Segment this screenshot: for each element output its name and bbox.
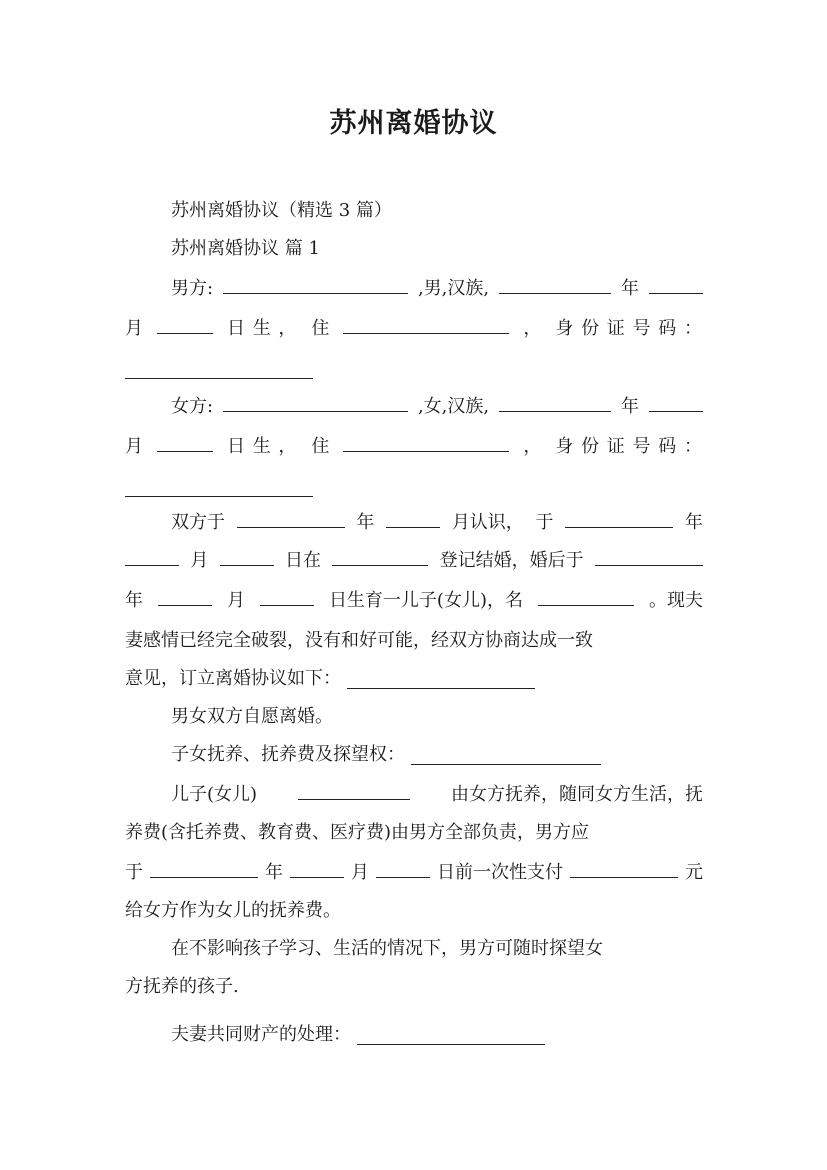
marriage-line-5 [125, 660, 703, 698]
male-address-blank [343, 314, 509, 334]
visit-line-1 [125, 930, 703, 968]
female-party-line-2 [125, 428, 703, 466]
child-blank [298, 780, 410, 800]
male-ethnicity: ,男,汉族, [417, 278, 490, 299]
male-day-blank [157, 314, 213, 334]
meet-year-blank [237, 508, 345, 528]
year-label: 年 [621, 278, 639, 299]
text: 年 [265, 862, 283, 883]
id-label: 身 份 证 号 码 ： [555, 436, 703, 457]
text: 于 [535, 512, 554, 533]
text: 男女双方自愿离婚。 [171, 706, 333, 727]
live-label: 住 [311, 318, 330, 339]
male-party-line [125, 270, 703, 308]
month-label: 月 [125, 318, 143, 339]
live-label: 住 [311, 436, 330, 457]
text: 子女抚养、抚养费及探望权： [171, 744, 405, 765]
pay-month-blank [290, 858, 344, 878]
male-name-blank [223, 274, 408, 294]
property-blank [357, 1025, 545, 1045]
female-id-blank [125, 477, 313, 497]
property-line [125, 1016, 703, 1054]
text: 日前一次性支付 [437, 862, 563, 883]
text: 年 [356, 512, 375, 533]
registry-blank [332, 546, 428, 566]
male-party-line-2 [125, 310, 703, 348]
custody-line-4 [125, 892, 703, 930]
custody-blank [411, 745, 601, 765]
text: 由女方抚养，随同女方生活，抚 [450, 784, 703, 805]
custody-line-2 [125, 814, 703, 852]
year-label: 年 [621, 396, 639, 417]
text: 日生育一儿子(女儿)，名 [328, 590, 523, 611]
clause-custody [125, 736, 703, 774]
text: 年 [125, 590, 143, 611]
text: 夫妻共同财产的处理： [171, 1024, 351, 1045]
text: 月认识， [451, 512, 524, 533]
text: 给女方作为女儿的抚养费。 [125, 900, 341, 921]
marriage-line-3 [125, 582, 703, 620]
text: 月 [351, 862, 369, 883]
female-month-blank [649, 392, 703, 412]
amount-blank [570, 858, 678, 878]
marry-day-blank [220, 546, 274, 566]
male-id-blank [125, 359, 313, 379]
marriage-line-1 [125, 504, 703, 542]
female-day-blank [157, 432, 213, 452]
text: 方抚养的孩子. [125, 976, 239, 997]
marry-year-blank [565, 508, 673, 528]
document-title: 苏州离婚协议 [329, 108, 498, 139]
child-day-blank [260, 586, 314, 606]
female-label: 女方: [171, 396, 214, 417]
marriage-line-4 [125, 622, 703, 660]
text: 儿子(女儿) [171, 784, 258, 805]
female-year-blank [499, 392, 611, 412]
visit-line-2 [125, 968, 703, 1006]
male-id-line [125, 350, 703, 388]
born-label: 日 生 ， [226, 318, 298, 339]
male-month-blank [649, 274, 703, 294]
text: 年 [684, 512, 703, 533]
text: 于 [125, 862, 143, 883]
child-name-blank [538, 586, 634, 606]
clause-divorce [125, 698, 703, 736]
text: 月 [190, 550, 209, 571]
text: 养费(含托养费、教育费、医疗费)由男方全部负责，男方应 [125, 822, 590, 843]
comma-text: ， [523, 318, 542, 339]
female-name-blank [223, 392, 408, 412]
text: 登记结婚，婚后于 [439, 550, 584, 571]
text: 。现夫 [648, 590, 703, 611]
month-label: 月 [125, 436, 143, 457]
female-address-blank [343, 432, 509, 452]
male-year-blank [499, 274, 611, 294]
female-ethnicity: ,女,汉族, [417, 396, 490, 417]
pay-year-blank [150, 858, 258, 878]
marry-month-blank [125, 546, 179, 566]
born-label: 日 生 ， [226, 436, 298, 457]
male-label: 男方: [171, 278, 214, 299]
id-label: 身 份 证 号 码 ： [555, 318, 703, 339]
section-heading-text: 苏州离婚协议 篇 1 [171, 238, 320, 259]
female-party-line [125, 388, 703, 426]
section-heading [125, 230, 703, 268]
subtitle-line [125, 192, 703, 230]
text: 妻感情已经完全破裂，没有和好可能，经双方协商达成一致 [125, 630, 593, 651]
female-id-line [125, 468, 703, 506]
agreement-blank [347, 669, 535, 689]
text: 在不影响孩子学习、生活的情况下，男方可随时探望女 [171, 938, 603, 959]
pay-day-blank [376, 858, 430, 878]
text: 月 [226, 590, 245, 611]
marriage-line-2 [125, 542, 703, 580]
meet-month-blank [386, 508, 440, 528]
child-month-blank [158, 586, 212, 606]
text: 双方于 [171, 512, 225, 533]
text: 元 [685, 862, 703, 883]
custody-line-3 [125, 854, 703, 892]
text: 日在 [284, 550, 321, 571]
text: 意见，订立离婚协议如下： [125, 668, 341, 689]
comma-text: ， [523, 436, 542, 457]
subtitle-text: 苏州离婚协议（精选 3 篇） [171, 200, 392, 221]
child-year-blank [595, 546, 703, 566]
custody-line-1 [125, 776, 703, 814]
